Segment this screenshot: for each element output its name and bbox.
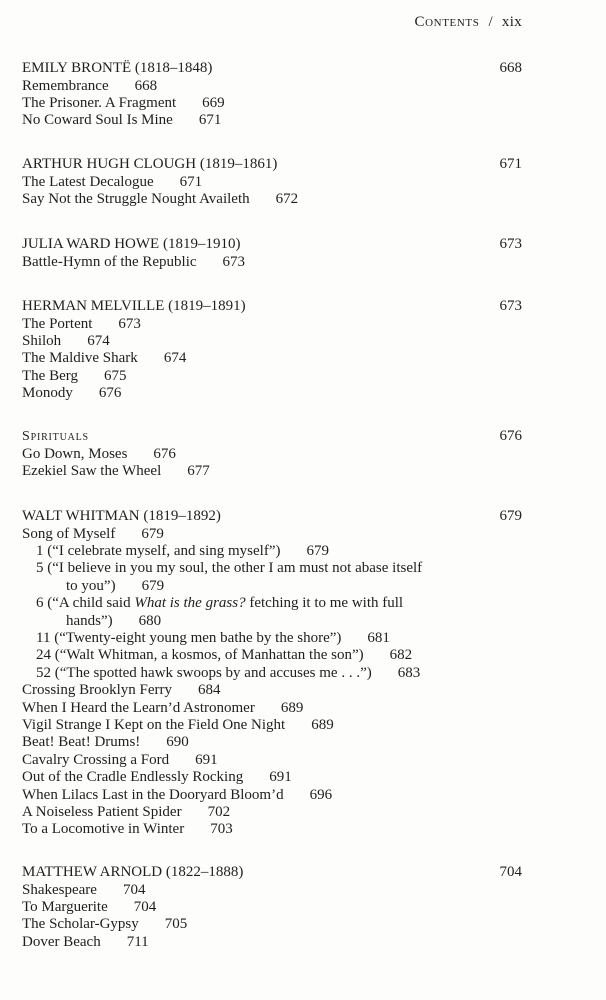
- entry-page-number: 689: [311, 716, 334, 733]
- page-number: xix: [501, 14, 522, 30]
- author-name: HERMAN MELVILLE (1819–1891): [22, 298, 246, 314]
- contents-entry[interactable]: [22, 368, 522, 385]
- author-name: EMILY BRONTË (1818–1848): [22, 60, 213, 76]
- contents-section: [22, 236, 522, 271]
- entry-title: Crossing Brooklyn Ferry: [22, 682, 172, 699]
- author-heading: [22, 156, 522, 174]
- contents-entry[interactable]: [22, 700, 522, 717]
- contents-entry[interactable]: [22, 526, 522, 543]
- contents-entry[interactable]: [22, 560, 522, 577]
- entry-page-number: 668: [134, 77, 158, 94]
- author-heading: [22, 508, 522, 526]
- entry-title: Remembrance: [22, 77, 109, 94]
- entry-title: hands”): [66, 612, 113, 629]
- author-heading: [22, 236, 522, 254]
- contents-entry[interactable]: [22, 543, 522, 560]
- author-heading: [22, 428, 522, 446]
- entry-title: The Prisoner. A Fragment: [22, 94, 177, 111]
- entry-title: Say Not the Struggle Nought Availeth: [22, 190, 250, 207]
- contents-section: [22, 60, 522, 130]
- contents-entry[interactable]: [22, 595, 522, 612]
- entry-title: Song of Myself: [22, 525, 116, 542]
- entry-page-number: 705: [164, 916, 188, 933]
- entry-title: Go Down, Moses: [22, 445, 128, 462]
- entry-page-number: 704: [133, 898, 157, 915]
- entry-title: Beat! Beat! Drums!: [22, 734, 141, 751]
- entry-page-number: 680: [138, 612, 162, 629]
- contents-entry[interactable]: [22, 385, 522, 402]
- author-heading: [22, 864, 522, 882]
- author-page-number: 671: [499, 156, 522, 172]
- entry-title: No Coward Soul Is Mine: [22, 112, 173, 129]
- entry-page-number: 675: [103, 367, 127, 384]
- entry-page-number: 673: [222, 253, 246, 270]
- author-name: Spirituals: [22, 429, 89, 444]
- entry-title: Dover Beach: [22, 933, 101, 950]
- entry-page-number: 691: [269, 769, 292, 786]
- contents-entry[interactable]: [22, 787, 522, 804]
- contents-entry[interactable]: [22, 254, 522, 271]
- author-name: MATTHEW ARNOLD (1822–1888): [22, 864, 244, 880]
- contents-entry[interactable]: [22, 769, 522, 786]
- entry-title: 5 (“I believe in you my soul, the other I am must not abase itself: [36, 560, 423, 577]
- entry-page-number: 696: [309, 786, 333, 803]
- author-page-number: 668: [499, 60, 522, 76]
- running-title: Contents: [414, 14, 480, 30]
- author-name: ARTHUR HUGH CLOUGH (1819–1861): [22, 156, 278, 172]
- contents-entry[interactable]: [22, 821, 522, 838]
- entry-page-number: 690: [166, 734, 189, 751]
- contents-section: [22, 428, 522, 480]
- contents-entry[interactable]: [22, 174, 522, 191]
- entry-page-number: 672: [275, 190, 299, 207]
- entry-page-number: 669: [202, 94, 225, 111]
- contents-entry[interactable]: [22, 191, 522, 208]
- entry-title: Monody: [22, 385, 73, 402]
- author-page-number: 673: [499, 298, 522, 314]
- entry-page-number: 677: [187, 462, 210, 479]
- entry-page-number: 691: [195, 751, 218, 768]
- entry-title: The Maldive Shark: [22, 350, 138, 367]
- entry-title: Shiloh: [22, 332, 62, 349]
- contents-entry[interactable]: [22, 78, 522, 95]
- contents-entry[interactable]: [22, 882, 522, 899]
- contents-entry[interactable]: [22, 934, 522, 951]
- contents-entry[interactable]: [22, 682, 522, 699]
- entry-title: Out of the Cradle Endlessly Rocking: [22, 769, 244, 786]
- entry-page-number: 703: [210, 821, 233, 838]
- contents-section: [22, 864, 522, 951]
- author-name: WALT WHITMAN (1819–1892): [22, 508, 221, 524]
- entry-title: to you”): [66, 577, 116, 594]
- entry-title: Ezekiel Saw the Wheel: [22, 462, 162, 479]
- entry-title: Cavalry Crossing a Ford: [22, 751, 170, 768]
- entry-page-number: 679: [306, 542, 329, 559]
- author-page-number: 676: [499, 428, 522, 444]
- contents-entry[interactable]: [22, 752, 522, 769]
- entry-title: 24 (“Walt Whitman, a kosmos, of Manhattan the son”): [36, 647, 364, 664]
- author-page-number: 704: [499, 864, 522, 880]
- author-name: JULIA WARD HOWE (1819–1910): [22, 236, 241, 252]
- contents-entry[interactable]: [22, 446, 522, 463]
- contents-entry[interactable]: [22, 316, 522, 333]
- contents-entry[interactable]: [22, 665, 522, 682]
- header-separator: /: [488, 14, 493, 30]
- entry-title-rest: fetching it to me with full: [245, 595, 404, 612]
- entry-page-number: 676: [98, 385, 122, 402]
- entry-title: 52 (“The spotted hawk swoops by and accuses me . . .”): [36, 664, 372, 681]
- entry-title-italic: What is the grass?: [134, 595, 246, 612]
- author-heading: [22, 60, 522, 78]
- contents-entry[interactable]: [22, 734, 522, 751]
- contents-entry[interactable]: [22, 804, 522, 821]
- contents-entry[interactable]: [22, 463, 522, 480]
- entry-page-number: 704: [122, 881, 146, 898]
- contents-entry[interactable]: [22, 613, 522, 630]
- entry-title: Shakespeare: [22, 881, 97, 898]
- entry-title: The Berg: [22, 367, 78, 384]
- contents-entry[interactable]: [22, 578, 522, 595]
- contents-entry[interactable]: [22, 717, 522, 734]
- entry-title: The Scholar-Gypsy: [22, 916, 139, 933]
- entry-page-number: 679: [141, 577, 165, 594]
- contents-entry[interactable]: [22, 916, 522, 933]
- entry-page-number: 682: [389, 647, 413, 664]
- entry-page-number: 689: [280, 699, 304, 716]
- contents-entry[interactable]: [22, 350, 522, 367]
- author-page-number: 679: [499, 508, 522, 524]
- author-heading: [22, 298, 522, 316]
- contents-entry[interactable]: [22, 112, 522, 129]
- entry-page-number: 671: [198, 112, 222, 129]
- contents-section: [22, 508, 522, 839]
- entry-title: 6 (“A child said: [36, 595, 135, 612]
- entry-title: Battle-Hymn of the Republic: [22, 253, 197, 270]
- entry-page-number: 684: [198, 682, 221, 699]
- entry-page-number: 683: [397, 664, 421, 681]
- author-page-number: 673: [499, 236, 522, 252]
- contents-section: [22, 298, 522, 403]
- entry-title: To a Locomotive in Winter: [22, 821, 185, 838]
- entry-title: When I Heard the Learn’d Astronomer: [22, 699, 255, 716]
- entry-page-number: 702: [207, 804, 231, 820]
- entry-page-number: 681: [367, 629, 390, 646]
- entry-title: 1 (“I celebrate myself, and sing myself”): [36, 542, 281, 559]
- entry-page-number: 671: [179, 173, 203, 190]
- contents-entry[interactable]: [22, 630, 522, 647]
- entry-page-number: 679: [141, 525, 164, 542]
- entry-title: When Lilacs Last in the Dooryard Bloom’d: [22, 786, 284, 803]
- contents-entry[interactable]: [22, 647, 522, 664]
- entry-title: A Noiseless Patient Spider: [22, 804, 182, 820]
- entry-page-number: 676: [153, 445, 176, 462]
- entry-page-number: 674: [87, 332, 110, 349]
- entry-page-number: 674: [163, 350, 187, 367]
- entry-title: 11 (“Twenty-eight young men bathe by the shore”): [36, 629, 342, 646]
- entry-title: The Portent: [22, 315, 93, 332]
- contents-entry[interactable]: [22, 95, 522, 112]
- entry-title: The Latest Decalogue: [22, 173, 154, 190]
- entry-page-number: 711: [126, 933, 149, 950]
- entry-title: To Marguerite: [22, 898, 108, 915]
- contents-entry[interactable]: [22, 333, 522, 350]
- entry-page-number: 673: [118, 315, 141, 332]
- entry-title: Vigil Strange I Kept on the Field One Night: [22, 716, 286, 733]
- contents-section: [22, 156, 522, 208]
- contents-entry[interactable]: [22, 899, 522, 916]
